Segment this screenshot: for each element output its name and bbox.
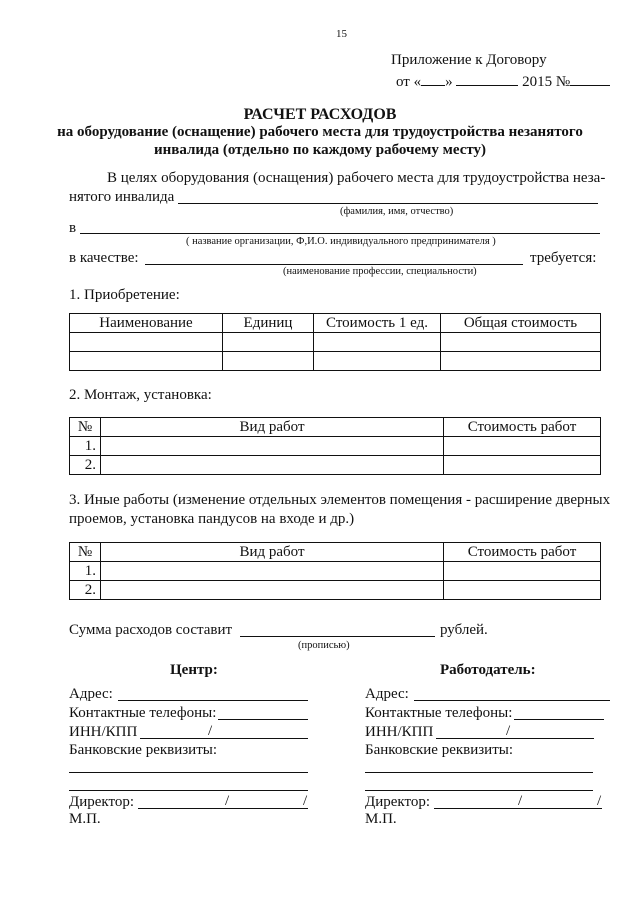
profession-line[interactable] <box>145 264 523 265</box>
center-bank-label: Банковские реквизиты: <box>69 742 218 758</box>
intro-line1: В целях оборудования (оснащения) рабочего места для трудоустройства неза- <box>107 170 606 186</box>
col-units: Единиц <box>223 314 314 333</box>
cell[interactable] <box>444 437 601 456</box>
row-number: 1. <box>70 562 101 581</box>
hint-prof: (наименование профессии, специальности) <box>283 266 477 277</box>
center-inn-line[interactable] <box>140 738 308 739</box>
employer-phones-line[interactable] <box>514 719 604 720</box>
center-mp: М.П. <box>69 811 101 827</box>
sum-line[interactable] <box>240 636 435 637</box>
sum-currency: рублей. <box>440 622 488 638</box>
col-number: № <box>70 543 101 562</box>
col-total-cost: Общая стоимость <box>441 314 601 333</box>
doc-title: РАСЧЕТ РАСХОДОВ <box>243 106 397 123</box>
center-director-slash-1: / <box>225 793 230 809</box>
employer-inn-slash: / <box>506 723 511 739</box>
cell[interactable] <box>441 352 601 371</box>
center-bank-line-2[interactable] <box>69 790 308 791</box>
contract-number-blank <box>570 71 610 86</box>
employer-inn-label: ИНН/КПП <box>365 724 434 740</box>
cell[interactable] <box>101 581 444 600</box>
col-work-type: Вид работ <box>101 418 444 437</box>
required-label: требуется: <box>530 250 597 266</box>
year-number-label: 2015 № <box>522 74 571 90</box>
org-line[interactable] <box>80 233 600 234</box>
table-header-row <box>70 314 601 333</box>
appendix-line1: Приложение к Договору <box>391 52 547 68</box>
fio-line[interactable] <box>178 203 598 204</box>
center-phones-label: Контактные телефоны: <box>69 705 217 721</box>
intro-line2: нятого инвалида <box>69 189 175 205</box>
cell[interactable] <box>101 562 444 581</box>
table-header-row <box>70 543 601 562</box>
date-prefix: от « <box>396 74 422 90</box>
purchase-table <box>69 313 601 371</box>
table-header-row <box>70 418 601 437</box>
row-number: 2. <box>70 581 101 600</box>
row-number: 1. <box>70 437 101 456</box>
employer-director-slash-1: / <box>518 793 523 809</box>
center-director-label: Директор: <box>69 794 135 810</box>
cell[interactable] <box>441 333 601 352</box>
employer-director-label: Директор: <box>365 794 431 810</box>
installation-table <box>69 417 601 475</box>
center-director-line[interactable] <box>138 808 308 809</box>
sum-hint: (прописью) <box>298 640 350 651</box>
employer-director-slash-2: / <box>597 793 602 809</box>
sum-label: Сумма расходов составит <box>69 622 233 638</box>
as-label: в качестве: <box>69 250 139 266</box>
cell[interactable] <box>101 456 444 475</box>
hint-org: ( название организации, Ф,И.О. индивидуального предпринимателя ) <box>186 236 496 247</box>
col-work-cost: Стоимость работ <box>444 543 601 562</box>
employer-bank-line-2[interactable] <box>365 790 593 791</box>
cell[interactable] <box>223 352 314 371</box>
cell[interactable] <box>314 352 441 371</box>
center-phones-line[interactable] <box>218 719 308 720</box>
center-bank-line-1[interactable] <box>69 772 308 773</box>
day-blank <box>421 71 445 86</box>
cell[interactable] <box>223 333 314 352</box>
table-row <box>70 437 601 456</box>
table-row <box>70 333 601 352</box>
other-works-table <box>69 542 601 600</box>
cell[interactable] <box>444 456 601 475</box>
col-unit-cost: Стоимость 1 ед. <box>314 314 441 333</box>
center-address-label: Адрес: <box>69 686 113 702</box>
employer-phones-label: Контактные телефоны: <box>365 705 513 721</box>
employer-address-label: Адрес: <box>365 686 409 702</box>
cell[interactable] <box>444 581 601 600</box>
center-address-line[interactable] <box>118 700 308 701</box>
col-name: Наименование <box>70 314 223 333</box>
section1-title: 1. Приобретение: <box>69 287 180 303</box>
section3-title-1: 3. Иные работы (изменение отдельных элементов помещения - расширение дверных <box>69 492 611 508</box>
employer-address-line[interactable] <box>414 700 610 701</box>
cell[interactable] <box>314 333 441 352</box>
page-number: 15 <box>336 28 347 40</box>
date-mid: » <box>445 74 453 90</box>
appendix-line2 <box>396 71 610 91</box>
table-row <box>70 562 601 581</box>
employer-bank-label: Банковские реквизиты: <box>365 742 514 758</box>
doc-subtitle-1: на оборудование (оснащение) рабочего места для трудоустройства незанятого <box>57 124 583 140</box>
row-number: 2. <box>70 456 101 475</box>
col-work-cost: Стоимость работ <box>444 418 601 437</box>
table-row <box>70 581 601 600</box>
cell[interactable] <box>70 333 223 352</box>
table-row <box>70 352 601 371</box>
section2-title: 2. Монтаж, установка: <box>69 387 212 403</box>
employer-mp: М.П. <box>365 811 397 827</box>
hint-fio: (фамилия, имя, отчество) <box>340 206 454 217</box>
col-number: № <box>70 418 101 437</box>
section3-title-2: проемов, установка пандусов на входе и др.) <box>69 511 355 527</box>
center-inn-slash: / <box>208 723 213 739</box>
prefix-in: в <box>69 220 77 236</box>
center-director-slash-2: / <box>303 793 308 809</box>
cell[interactable] <box>70 352 223 371</box>
employer-inn-line[interactable] <box>436 738 594 739</box>
center-title: Центр: <box>170 662 218 678</box>
table-row <box>70 456 601 475</box>
employer-title: Работодатель: <box>440 662 536 678</box>
cell[interactable] <box>101 437 444 456</box>
center-inn-label: ИНН/КПП <box>69 724 138 740</box>
employer-bank-line-1[interactable] <box>365 772 593 773</box>
cell[interactable] <box>444 562 601 581</box>
doc-subtitle-2: инвалида (отдельно по каждому рабочему месту) <box>153 142 487 158</box>
col-work-type: Вид работ <box>101 543 444 562</box>
month-blank <box>456 71 518 86</box>
